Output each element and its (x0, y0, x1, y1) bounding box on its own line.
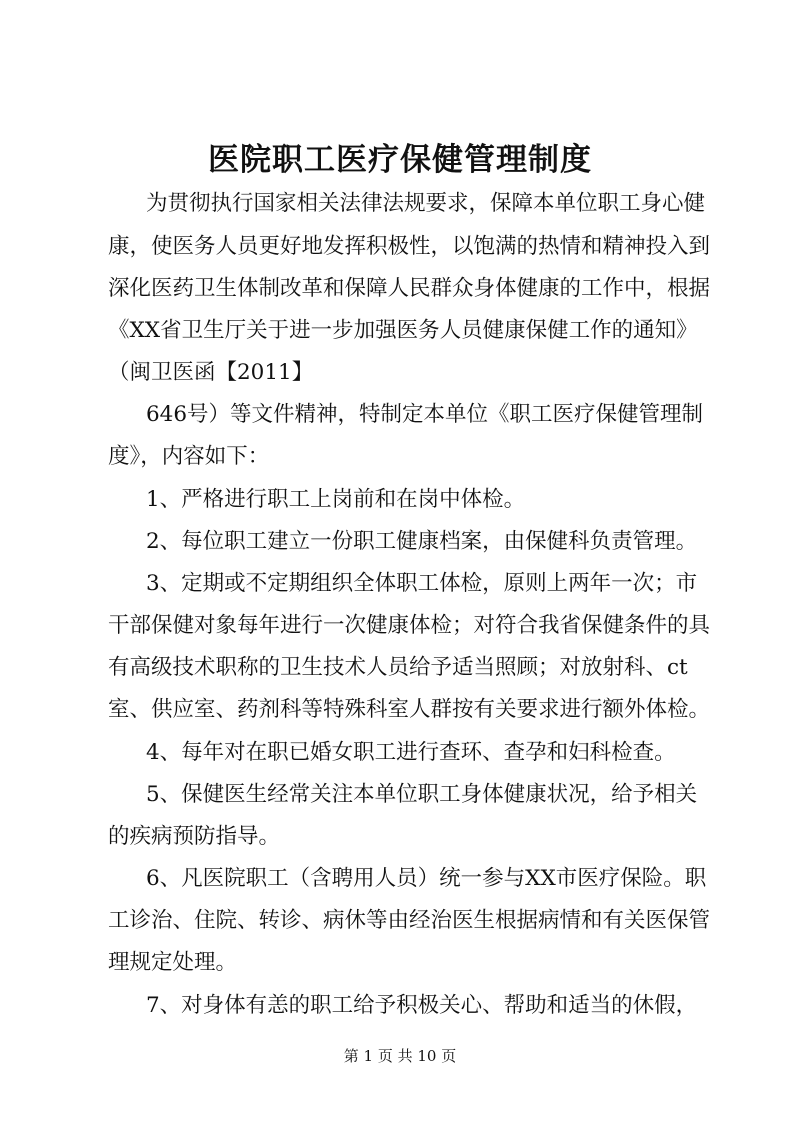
body-line: 有高级技术职称的卫生技术人员给予适当照顾；对放射科、ct (108, 655, 688, 680)
body-line: 干部保健对象每年进行一次健康体检；对符合我省保健条件的具 (108, 613, 711, 638)
body-line: 度》，内容如下： (108, 444, 270, 469)
list-item-1: 1、严格进行职工上岗前和在岗中体检。 (146, 487, 526, 512)
list-item-2: 2、每位职工建立一份职工健康档案，由保健科负责管理。 (146, 529, 698, 554)
body-line: 理规定处理。 (108, 950, 238, 975)
body-line: 《XX省卫生厅关于进一步加强医务人员健康保健工作的通知》 (108, 318, 698, 343)
list-item-5: 5、保健医生经常关注本单位职工身体健康状况，给予相关 (146, 782, 698, 807)
page-footer: 第 1 页 共 10 页 (343, 1047, 457, 1065)
body-line: 室、供应室、药剂科等特殊科室人群按有关要求进行额外体检。 (108, 697, 711, 722)
document-title: 医院职工医疗保健管理制度 (208, 142, 592, 178)
body-line: 的疾病预防指导。 (108, 824, 281, 849)
list-item-3: 3、定期或不定期组织全体职工体检，原则上两年一次；市 (146, 571, 698, 596)
list-item-4: 4、每年对在职已婚女职工进行查环、查孕和妇科检查。 (146, 740, 676, 765)
body-line: 深化医药卫生体制改革和保障人民群众身体健康的工作中，根据 (108, 276, 711, 301)
body-line: 为贯彻执行国家相关法律法规要求，保障本单位职工身心健 (146, 191, 706, 216)
body-line: 646号）等文件精神，特制定本单位《职工医疗保健管理制 (146, 402, 704, 427)
body-line: （闽卫医函【2011】 (108, 360, 314, 385)
body-line: 康，使医务人员更好地发挥积极性，以饱满的热情和精神投入到 (108, 234, 711, 259)
list-item-7: 7、对身体有恙的职工给予积极关心、帮助和适当的休假， (146, 993, 698, 1018)
body-line: 工诊治、住院、转诊、病休等由经治医生根据病情和有关医保管 (108, 908, 711, 933)
list-item-6: 6、凡医院职工（含聘用人员）统一参与XX市医疗保险。职 (146, 866, 707, 891)
